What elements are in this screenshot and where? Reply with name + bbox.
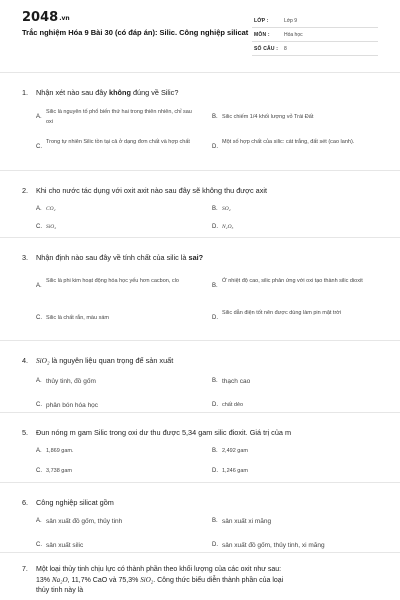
question-7-line-2: 13% Na₂O, 11,7% CaO và 75,3% SiO₂. Công thức biểu diễn thành phần của loại xyxy=(36,576,284,584)
question-7 xyxy=(0,552,400,600)
question-1-text: 1. Nhận xét nào sau đây không đúng về Silic? xyxy=(22,88,179,97)
question-2: 2. Khi cho nước tác dụng với oxit axit nào sau đây sẽ không thu được axit A. CO₂ B. SO₂ C. SiO₂ D. N₂O₅ xyxy=(0,170,400,232)
header xyxy=(0,0,400,62)
question-4: 4. SiO₂ là nguyên liệu quan trọng để sản xuất A. thủy tinh, đồ gốm B. thạch cao C. phân bón hóa học D. chất dẻo xyxy=(0,340,400,410)
meta-grade-key: LỚP : xyxy=(254,18,269,24)
meta-count-key: SỐ CÂU : xyxy=(254,46,279,52)
question-1: 1. Nhận xét nào sau đây không đúng về Silic? A. Silic là nguyên tố phổ biến thứ hai trong thiên nhiên, chỉ sau oxi B. Silic chiếm 1/4 khối lượng vỏ Trái Đất C. Trong tự nhiên Silic tồn tại cả ở dạng đơn chất và hợp chất D. Một số hợp chất của silic: cát trắng, đất sét (cao lanh). xyxy=(0,72,400,164)
question-6-text: 6. Công nghiệp silicat gồm xyxy=(22,498,114,507)
question-3-text: 3. Nhận định nào sau đây về tính chất của silic là sai? xyxy=(22,253,204,262)
document-title: Trắc nghiệm Hóa 9 Bài 30 (có đáp án): Silic. Công nghiệp silicat xyxy=(22,28,249,37)
question-7-line-1: 7. Một loại thủy tinh chịu lực có thành phần theo khối lượng của các oxit như sau: xyxy=(22,566,282,573)
meta-subject-value: Hóa học xyxy=(284,32,303,38)
question-2-text: 2. Khi cho nước tác dụng với oxit axit nào sau đây sẽ không thu được axit xyxy=(22,186,267,195)
question-7-text xyxy=(22,565,380,596)
question-5-text: 5. Đun nóng m gam Silic trong oxi dư thu được 5,34 gam silic đioxit. Giá trị của m xyxy=(22,428,292,437)
meta-subject xyxy=(252,28,378,42)
meta-count xyxy=(252,42,378,56)
meta-grade-value: Lớp 9 xyxy=(284,18,298,24)
question-7-line-3: thủy tinh này là xyxy=(36,587,84,594)
site-logo[interactable]: 2048.vn xyxy=(22,10,70,25)
question-5: 5. Đun nóng m gam Silic trong oxi dư thu được 5,34 gam silic đioxit. Giá trị của m A. 1,869 gam. B. 2,492 gam C. 3,738 gam D. 1,246 gam xyxy=(0,412,400,480)
question-6: 6. Công nghiệp silicat gồm A. sản xuất đồ gốm, thủy tinh B. sản xuất xi măng C. sản xuất silic D. sản xuất đồ gốm, thủy tinh, xi măng xyxy=(0,482,400,554)
question-4-text: 4. SiO₂ là nguyên liệu quan trọng để sản xuất xyxy=(22,356,174,365)
question-3: 3. Nhận định nào sau đây về tính chất của silic là sai? A. Silic là phi kim hoạt động hóa học yếu hơn cacbon, clo B. Ở nhiệt độ cao, silic phản ứng với oxi tạo thành silic dioxit C. Silic là chất rắn, màu xám D. Silic dẫn điện tốt nên được dùng làm pin mặt trời xyxy=(0,237,400,325)
meta-grade xyxy=(252,14,378,28)
meta-subject-key: MÔN : xyxy=(254,32,270,38)
meta-count-value: 8 xyxy=(284,46,287,52)
logo-suffix: .vn xyxy=(59,15,70,22)
